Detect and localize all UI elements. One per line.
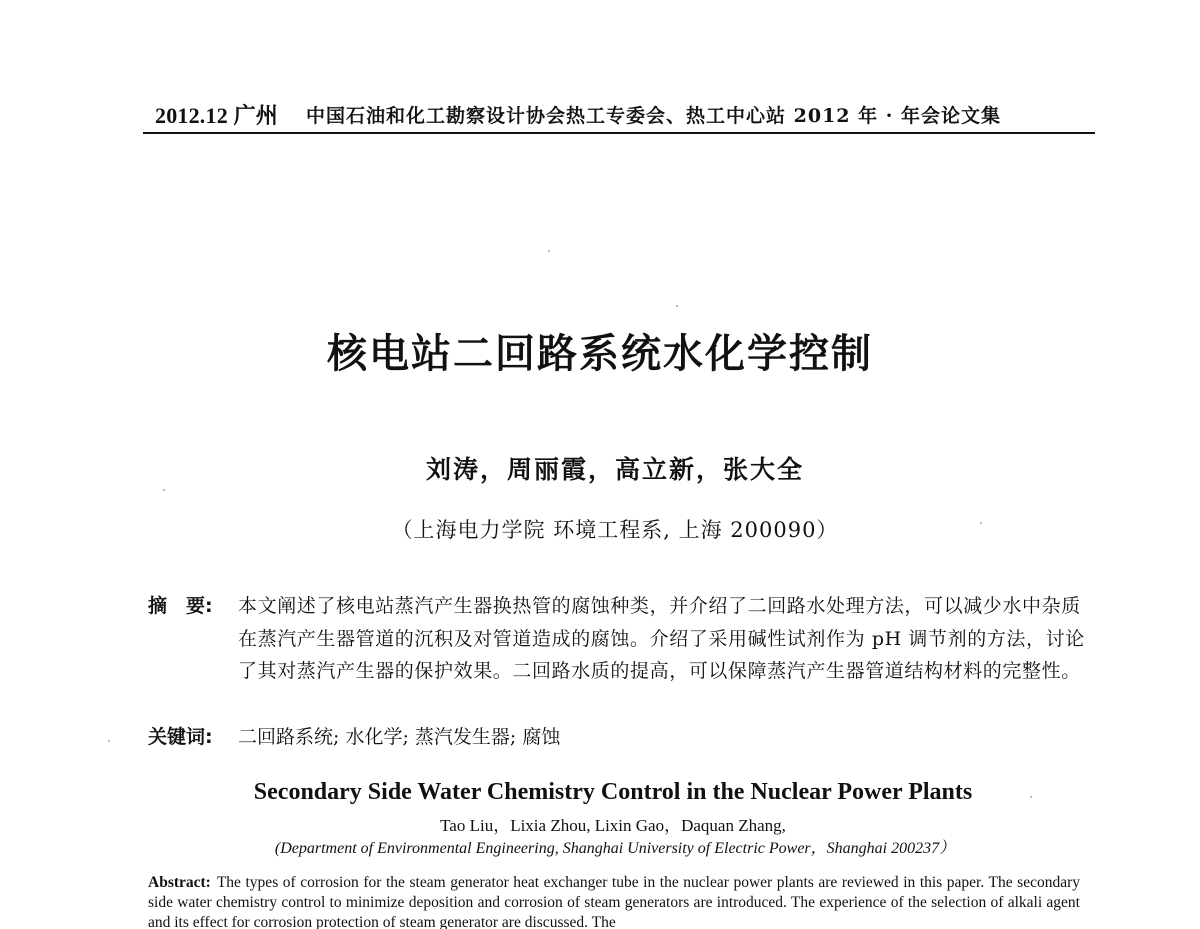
scan-speck: [980, 522, 982, 524]
abstract-label-cn: 摘 要:: [148, 595, 213, 617]
keywords-text-cn: 二回路系统; 水化学; 蒸汽发生器; 腐蚀: [238, 726, 561, 748]
scan-speck: [108, 740, 110, 742]
keywords-label-cn: 关键词:: [148, 726, 213, 748]
abstract-cn: [148, 590, 1088, 688]
scan-speck: [548, 250, 550, 252]
abstract-label-en: Abstract:: [148, 874, 211, 891]
scan-speck: [163, 489, 165, 491]
abstract-en: [148, 873, 1080, 929]
proceedings-header: [143, 96, 1095, 134]
paper-title-en: Secondary Side Water Chemistry Control in the Nuclear Power Plants: [253, 779, 973, 805]
keywords-cn: [148, 722, 1088, 749]
paper-title-cn: 核电站二回路系统水化学控制: [327, 331, 873, 377]
abstract-text-en: The types of corrosion for the steam generator heat exchanger tube in the nuclear power plants are reviewed in this paper. The secondary side water chemistry control to minimize deposition and corrosion of steam generators are introduced. The experience of the selection of alkali agent and its effect for corrosion protection of steam generator are discussed. The: [148, 874, 1080, 929]
header-organization: 中国石油和化工勘察设计协会热工专委会、热工中心站 2012 年 · 年会论文集: [306, 104, 1001, 127]
scan-speck: [1030, 796, 1032, 798]
authors-cn: 刘涛，周丽霞，高立新，张大全: [425, 455, 804, 484]
affiliation-cn: （上海电力学院 环境工程系, 上海 200090）: [391, 518, 839, 542]
header-date-place: 2012.12 广州: [155, 102, 279, 128]
authors-en: Tao Liu，Lixia Zhou, Lixin Gao，Daquan Zhang,: [440, 816, 786, 835]
scan-speck: [676, 305, 678, 307]
affiliation-en: (Department of Environmental Engineering, Shanghai University of Electric Power，Shanghai 200237）: [274, 840, 956, 857]
abstract-text-cn: 本文阐述了核电站蒸汽产生器换热管的腐蚀种类，并介绍了二回路水处理方法，可以减少水中杂质在蒸汽产生器管道的沉积及对管道造成的腐蚀。介绍了采用碱性试剂作为 pH 调节剂的方法，讨论了其对蒸汽产生器的保护效果。二回路水质的提高，可以保障蒸汽产生器管道结构材料的完整性。: [238, 595, 1085, 682]
